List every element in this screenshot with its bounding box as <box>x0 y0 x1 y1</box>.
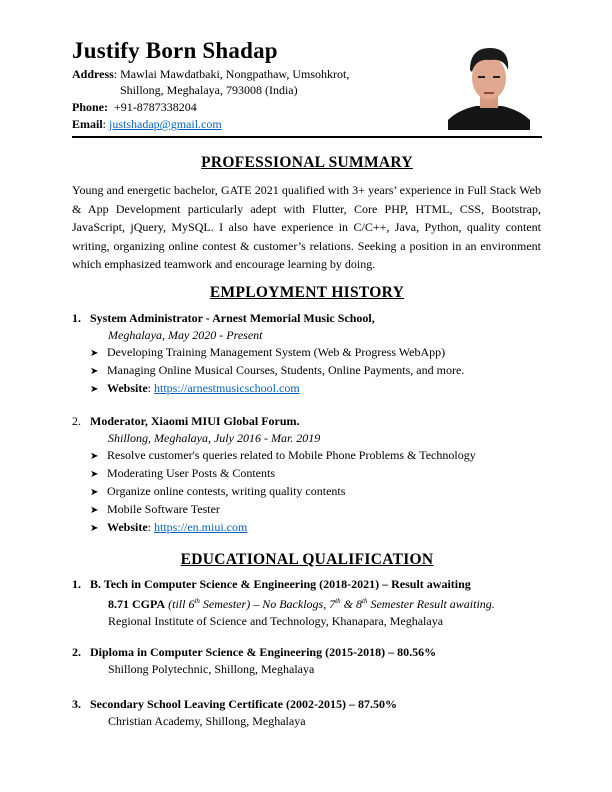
arrow-bullet-icon: ➤ <box>90 451 99 462</box>
arrow-bullet-icon: ➤ <box>90 523 99 534</box>
degree-title: Secondary School Leaving Certificate (2002-2015) – 87.50% <box>90 697 397 711</box>
candidate-name: Justify Born Shadap <box>72 38 278 63</box>
email-link[interactable]: justshadap@gmail.com <box>109 117 222 131</box>
education-2: 2. Diploma in Computer Science & Engineering (2015-2018) – 80.56% Shillong Polytechnic, Shillong, Meghalaya <box>72 644 542 678</box>
education-3: 3. Secondary School Leaving Certificate (2002-2015) – 87.50% Christian Academy, Shillong, Meghalaya <box>72 696 542 730</box>
arrow-bullet-icon: ➤ <box>90 487 99 498</box>
arrow-bullet-icon: ➤ <box>90 366 99 377</box>
list-item: ➤ Resolve customer's queries related to Mobile Phone Problems & Technology <box>72 447 542 465</box>
arrow-bullet-icon: ➤ <box>90 469 99 480</box>
list-item: ➤ Mobile Software Tester <box>72 501 542 519</box>
job-title: Moderator, Xiaomi MIUI Global Forum. <box>90 414 300 428</box>
job-1: 1. System Administrator - Arnest Memorial Music School, Meghalaya, May 2020 - Present ➤ Developing Training Management System (Web & Progress WebApp) ➤ Managing Online Musical Courses, Students, Online Payments, and more. ➤ Website: https://arnestmusicschool.com <box>72 310 542 398</box>
education-1: 1. B. Tech in Computer Science & Engineering (2018-2021) – Result awaiting 8.71 CGPA (till 6th Semester) – No Backlogs, 7th & 8th Semester Result awaiting. Regional Institute of Science and Technology, Khanapara, Meghalaya <box>72 576 542 630</box>
phone-line: Phone: +91-8787338204 <box>72 100 197 114</box>
list-item: ➤ Moderating User Posts & Contents <box>72 465 542 483</box>
degree-title: Diploma in Computer Science & Engineering (2015-2018) – 80.56% <box>90 645 437 659</box>
institute: Christian Academy, Shillong, Meghalaya <box>108 714 306 728</box>
education-heading: EDUCATIONAL QUALIFICATION <box>180 551 434 568</box>
website-link[interactable]: https://en.miui.com <box>154 520 248 534</box>
job-title: System Administrator - Arnest Memorial Music School, <box>90 311 375 325</box>
job-meta: Shillong, Meghalaya, July 2016 - Mar. 2019 <box>108 431 321 445</box>
website-link[interactable]: https://arnestmusicschool.com <box>154 381 300 395</box>
institute: Regional Institute of Science and Technology, Khanapara, Meghalaya <box>108 614 444 628</box>
summary-heading: PROFESSIONAL SUMMARY <box>201 154 413 171</box>
arrow-bullet-icon: ➤ <box>90 384 99 395</box>
arrow-bullet-icon: ➤ <box>90 348 99 359</box>
address-line-1: Address: Mawlai Mawdatbaki, Nongpathaw, Umsohkrot, <box>72 67 350 81</box>
cgpa-line: 8.71 CGPA (till 6th Semester) – No Backlogs, 7th & 8th Semester Result awaiting. <box>108 597 495 611</box>
list-item: ➤ Website: https://en.miui.com <box>72 519 542 537</box>
job-2: 2. Moderator, Xiaomi MIUI Global Forum. Shillong, Meghalaya, July 2016 - Mar. 2019 ➤ Resolve customer's queries related to Mobile Phone Problems & Technology ➤ Moderating User Posts & Contents ➤ Organize online contests, writing quality contents ➤ Mobile Software Tester ➤ Website: https://en.miui.com <box>72 413 542 537</box>
list-item: ➤ Organize online contests, writing quality contents <box>72 483 542 501</box>
list-item: ➤ Managing Online Musical Courses, Students, Online Payments, and more. <box>72 362 542 380</box>
email-line: Email: justshadap@gmail.com <box>72 117 222 131</box>
address-line-2: Shillong, Meghalaya, 793008 (India) <box>120 83 298 97</box>
profile-photo <box>448 40 530 130</box>
degree-title: B. Tech in Computer Science & Engineering (2018-2021) – Result awaiting <box>90 577 471 591</box>
list-item: ➤ Website: https://arnestmusicschool.com <box>72 380 542 398</box>
summary-text: Young and energetic bachelor, GATE 2021 qualified with 3+ years’ experience in Full Stack Web & App Development particularly adept with Flutter, Core PHP, HTML, CSS, Bootstrap, JavaScript, jQuery, MySQL. I also have experience in C/C++, Java, Python, quality content writing, organizing online contest & customer’s relations. Seeking a position in an environment which emphasized teamwork and encourage learning by doing. <box>72 183 541 272</box>
arrow-bullet-icon: ➤ <box>90 505 99 516</box>
header-divider <box>72 136 542 138</box>
list-item: ➤ Developing Training Management System (Web & Progress WebApp) <box>72 344 542 362</box>
job-meta: Meghalaya, May 2020 - Present <box>108 328 263 342</box>
employment-heading: EMPLOYMENT HISTORY <box>209 284 405 301</box>
institute: Shillong Polytechnic, Shillong, Meghalaya <box>108 662 315 676</box>
